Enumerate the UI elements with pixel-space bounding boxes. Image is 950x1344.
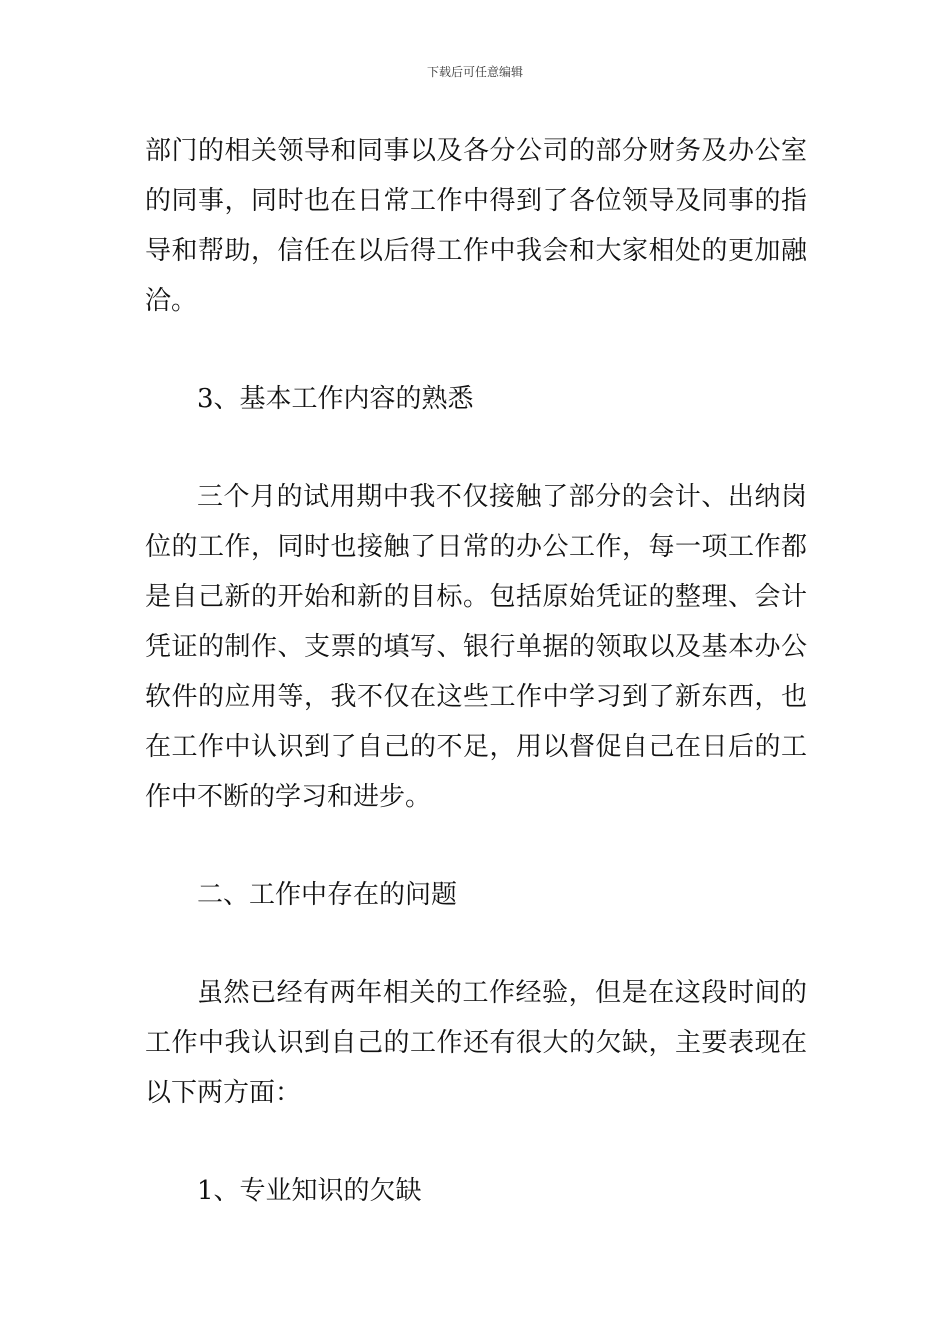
section-heading-work-content: 3、基本工作内容的熟悉 — [197, 384, 474, 414]
paragraph-spacer — [145, 424, 807, 472]
paragraph-spacer — [145, 1118, 807, 1166]
paragraph-spacer — [145, 326, 807, 374]
paragraph-line: 虽然已经有两年相关的工作经验，但是在这段时间的 — [197, 978, 807, 1008]
paragraph-line: 工作中我认识到自己的工作还有很大的欠缺，主要表现在 — [145, 1028, 807, 1058]
paragraph-line: 在工作中认识到了自己的不足，用以督促自己在日后的工 — [145, 732, 807, 762]
paragraph-line: 位的工作，同时也接触了日常的办公工作，每一项工作都 — [145, 532, 807, 562]
paragraph-line: 作中不断的学习和进步。 — [145, 782, 432, 812]
paragraph-shortcomings — [145, 968, 807, 1118]
document-body — [145, 126, 807, 1216]
section-heading-knowledge: 1、专业知识的欠缺 — [197, 1176, 422, 1206]
paragraph-line: 部门的相关领导和同事以及各分公司的部分财务及办公室 — [145, 136, 807, 166]
paragraph-line: 三个月的试用期中我不仅接触了部分的会计、出纳岗 — [197, 482, 807, 512]
paragraph-line: 的同事，同时也在日常工作中得到了各位领导及同事的指 — [145, 186, 807, 216]
paragraph-spacer — [145, 920, 807, 968]
paragraph-spacer — [145, 822, 807, 870]
paragraph-line: 是自己新的开始和新的目标。包括原始凭证的整理、会计 — [145, 582, 807, 612]
section-heading-problems: 二、工作中存在的问题 — [197, 880, 458, 910]
paragraph-line: 凭证的制作、支票的填写、银行单据的领取以及基本办公 — [145, 632, 807, 662]
paragraph-line: 洽。 — [145, 286, 198, 316]
paragraph-line: 导和帮助，信任在以后得工作中我会和大家相处的更加融 — [145, 236, 807, 266]
paragraph-colleagues — [145, 126, 807, 326]
paragraph-line: 以下两方面： — [145, 1078, 302, 1108]
page-header-note: 下载后可任意编辑 — [426, 65, 523, 79]
paragraph-line: 软件的应用等，我不仅在这些工作中学习到了新东西，也 — [145, 682, 807, 712]
paragraph-probation — [145, 472, 807, 822]
